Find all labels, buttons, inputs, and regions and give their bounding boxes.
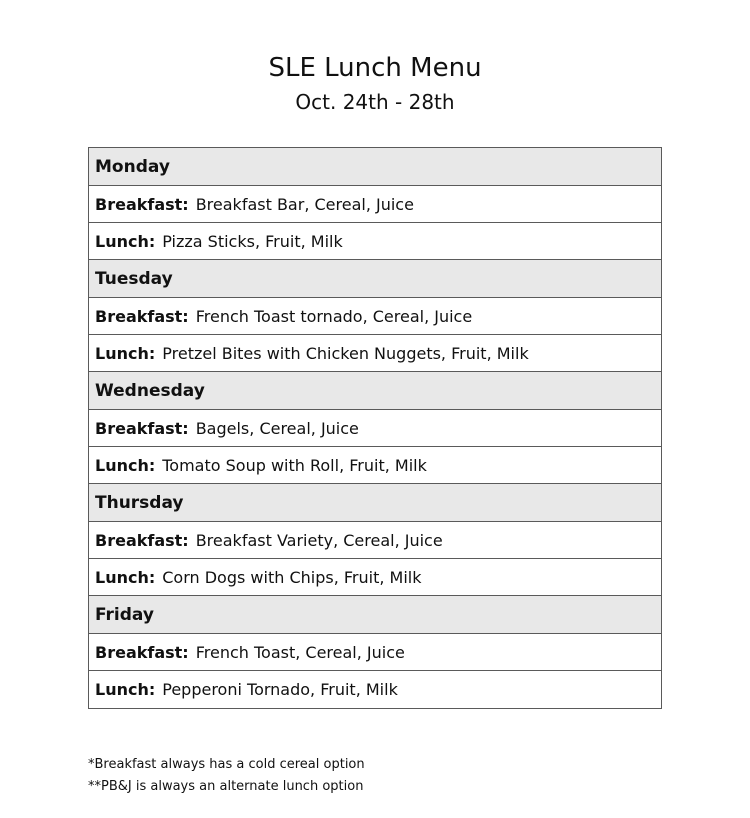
lunch-items: Corn Dogs with Chips, Fruit, Milk xyxy=(162,567,422,587)
lunch-items: Tomato Soup with Roll, Fruit, Milk xyxy=(162,455,427,475)
lunch-items: Pepperoni Tornado, Fruit, Milk xyxy=(162,680,398,699)
breakfast-items: Breakfast Bar, Cereal, Juice xyxy=(195,194,414,214)
breakfast-row-tuesday xyxy=(89,298,661,335)
breakfast-items: French Toast, Cereal, Juice xyxy=(195,642,405,662)
lunch-row-wednesday xyxy=(89,447,661,484)
day-name: Thursday xyxy=(95,492,184,513)
page-title: SLE Lunch Menu xyxy=(268,53,482,83)
breakfast-items: Breakfast Variety, Cereal, Juice xyxy=(195,530,443,550)
footnote-pbj: **PB&J is always an alternate lunch option xyxy=(88,779,364,794)
lunch-row-thursday xyxy=(89,559,661,596)
lunch-label: Lunch: xyxy=(95,567,156,587)
breakfast-label: Breakfast: xyxy=(95,194,189,214)
breakfast-items: Bagels, Cereal, Juice xyxy=(195,418,359,438)
breakfast-label: Breakfast: xyxy=(95,418,189,438)
footnote-cereal: *Breakfast always has a cold cereal option xyxy=(88,757,365,772)
day-header-tuesday xyxy=(89,260,661,298)
breakfast-row-friday xyxy=(89,634,661,671)
lunch-row-monday xyxy=(89,223,661,260)
breakfast-row-wednesday xyxy=(89,410,661,447)
lunch-label: Lunch: xyxy=(95,455,156,475)
breakfast-label: Breakfast: xyxy=(95,642,189,662)
lunch-label: Lunch: xyxy=(95,680,156,699)
breakfast-row-monday xyxy=(89,186,661,223)
day-header-friday xyxy=(89,596,661,634)
lunch-label: Lunch: xyxy=(95,343,156,363)
day-header-wednesday xyxy=(89,372,661,410)
breakfast-items: French Toast tornado, Cereal, Juice xyxy=(195,306,473,326)
day-header-monday xyxy=(89,148,661,186)
lunch-items: Pretzel Bites with Chicken Nuggets, Fruit, Milk xyxy=(162,343,529,363)
lunch-label: Lunch: xyxy=(95,231,156,251)
breakfast-row-thursday xyxy=(89,522,661,559)
breakfast-label: Breakfast: xyxy=(95,530,189,550)
day-header-thursday xyxy=(89,484,661,522)
day-name: Monday xyxy=(95,156,170,177)
breakfast-label: Breakfast: xyxy=(95,306,189,326)
date-range: Oct. 24th - 28th xyxy=(295,90,455,114)
lunch-row-tuesday xyxy=(89,335,661,372)
lunch-row-friday xyxy=(89,671,661,708)
day-name: Tuesday xyxy=(95,268,173,289)
lunch-items: Pizza Sticks, Fruit, Milk xyxy=(162,231,343,251)
day-name: Wednesday xyxy=(95,380,205,401)
menu-table xyxy=(88,147,662,709)
day-name: Friday xyxy=(95,604,154,625)
